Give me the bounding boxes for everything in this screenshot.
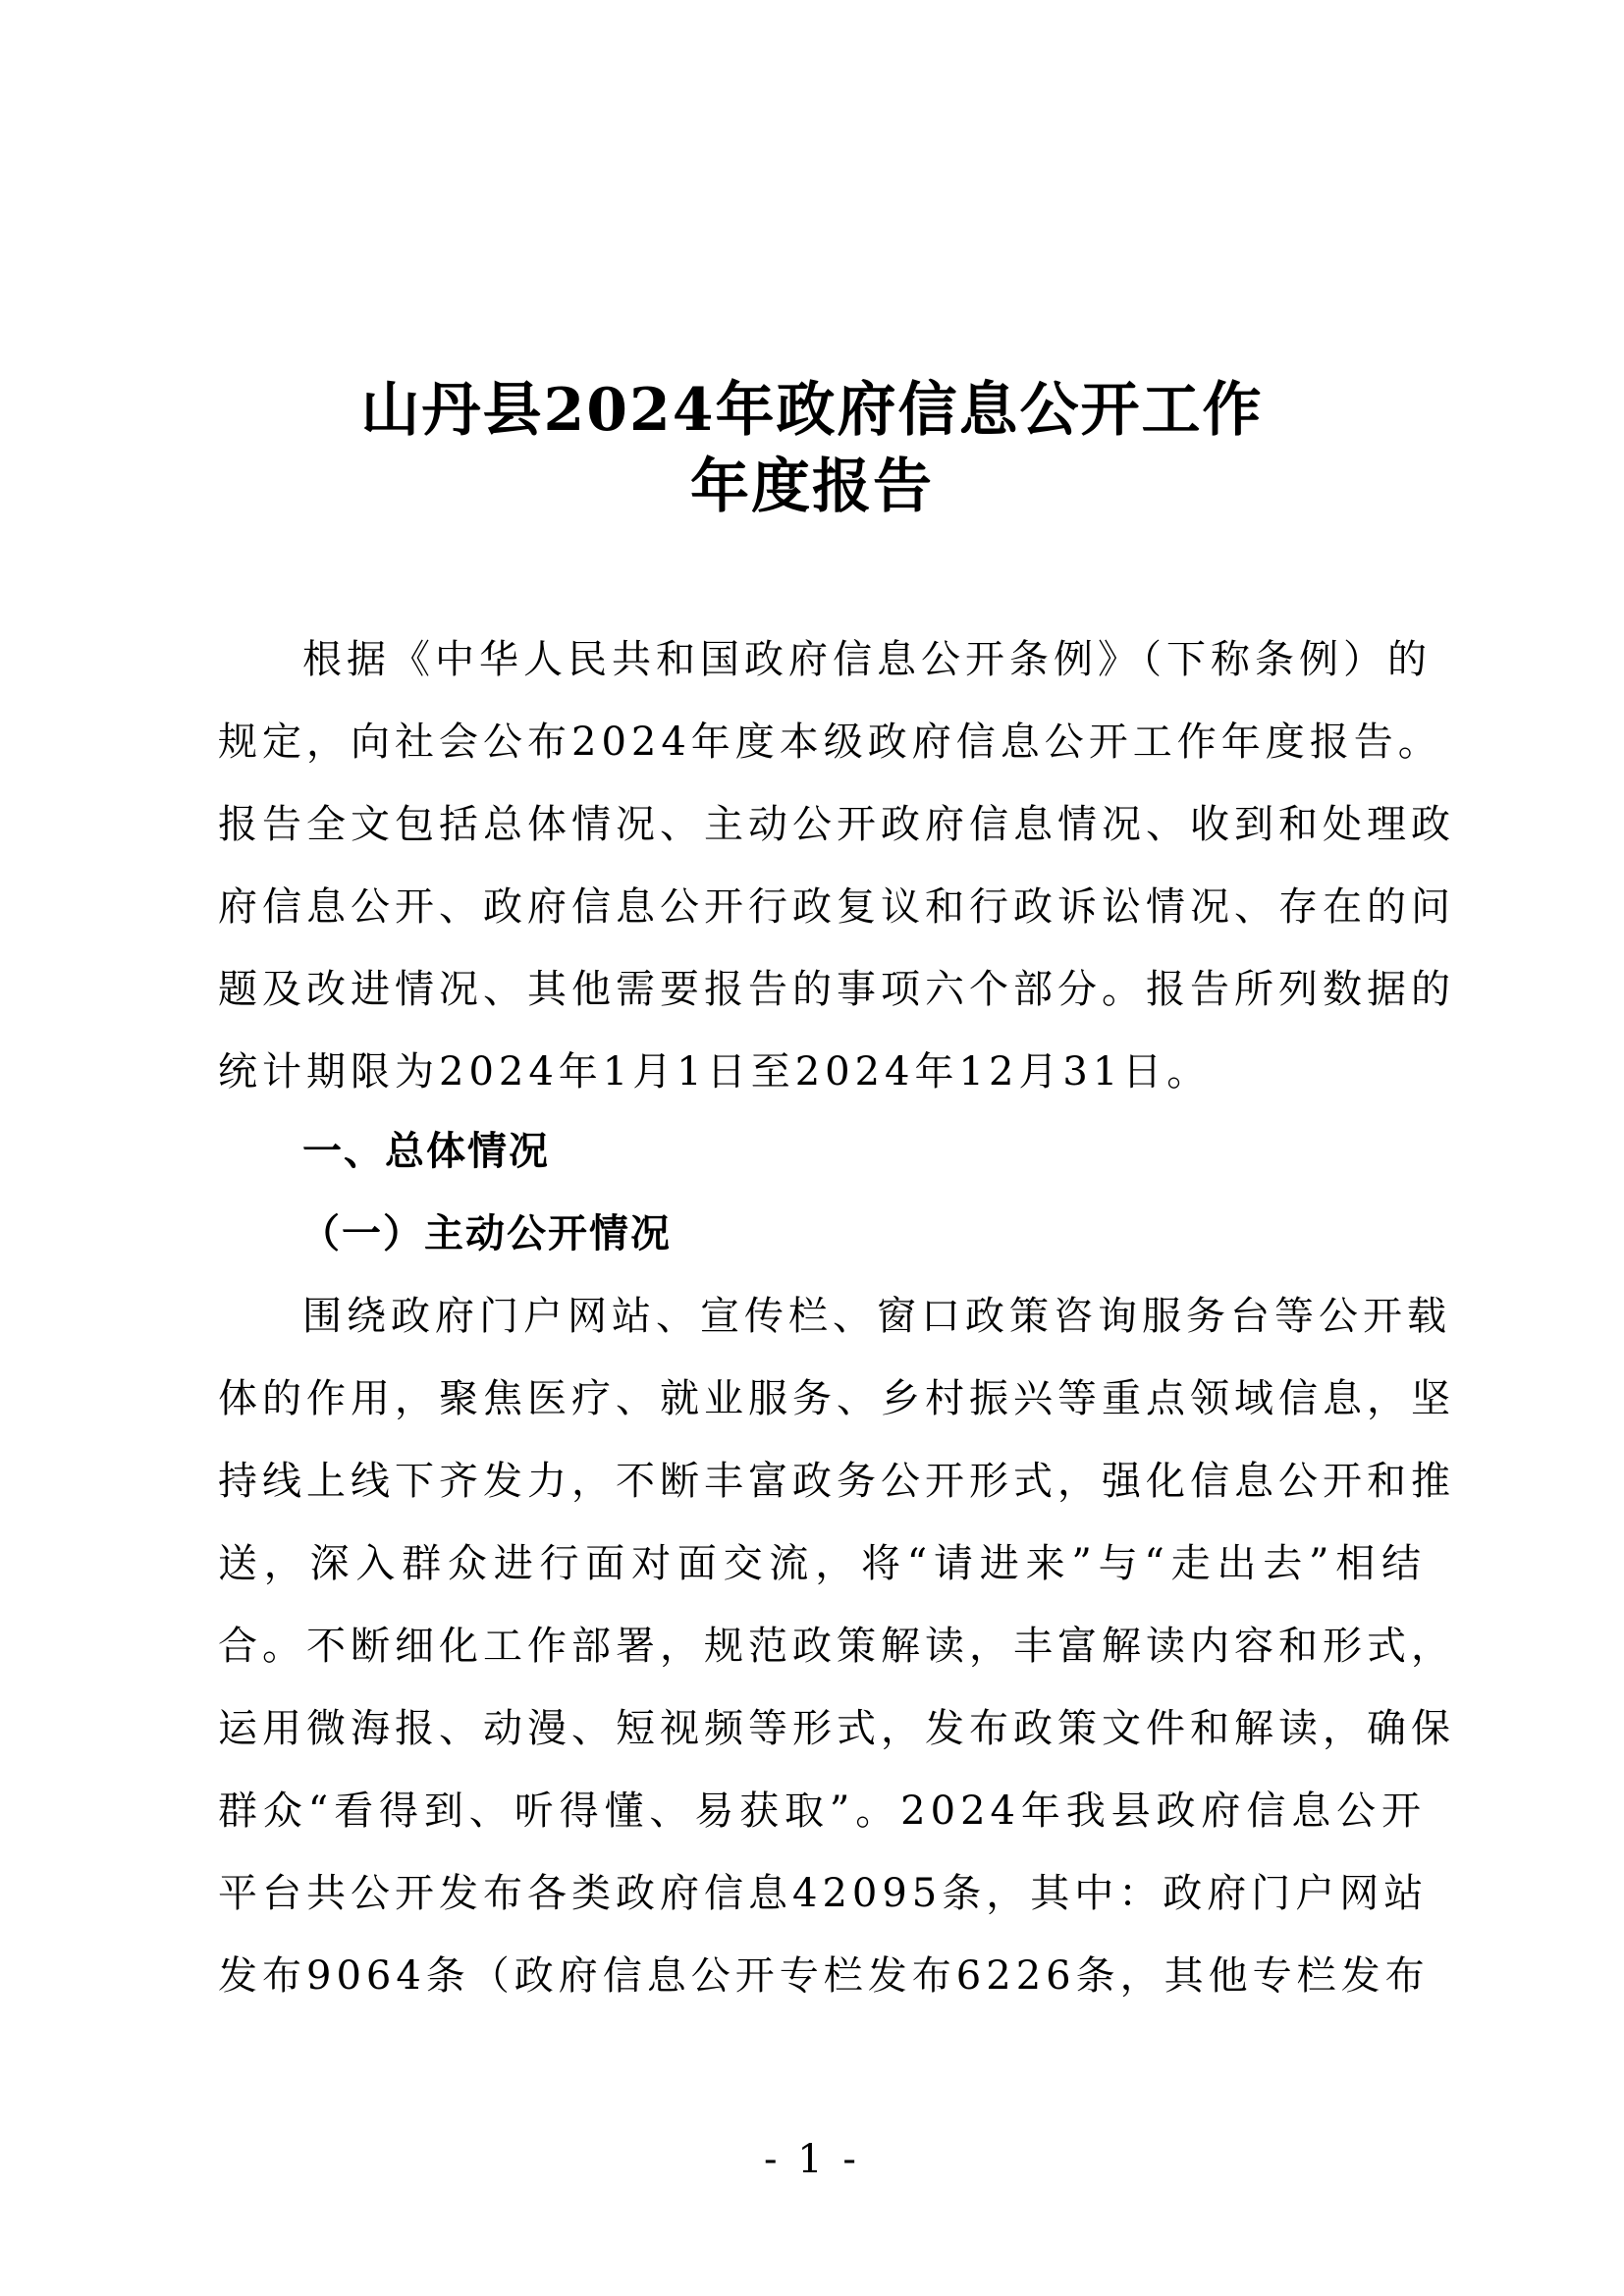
- page-number: - 1 -: [764, 2137, 860, 2182]
- intro-line: 统计期限为2024年1月1日至2024年12月31日。: [218, 1049, 1212, 1095]
- intro-line: 规定，向社会公布2024年度本级政府信息公开工作年度报告。: [218, 720, 1442, 765]
- body-line: 围绕政府门户网站、宣传栏、窗口政策咨询服务台等公开载: [302, 1294, 1451, 1339]
- body-line: 群众“看得到、听得懂、易获取”。2024年我县政府信息公开: [218, 1789, 1426, 1834]
- document-title-line-1: 山丹县2024年政府信息公开工作: [360, 376, 1264, 445]
- body-line: 送，深入群众进行面对面交流，将“请进来”与“走出去”相结: [218, 1541, 1426, 1586]
- body-line: 平台共公开发布各类政府信息42095条，其中：政府门户网站: [218, 1871, 1429, 1916]
- subsection-heading: （一）主动公开情况: [300, 1211, 672, 1256]
- intro-line: 根据《中华人民共和国政府信息公开条例》（下称条例）的: [302, 637, 1432, 682]
- body-paragraph: [218, 1275, 1455, 2017]
- body-line: 体的作用，聚焦医疗、就业服务、乡村振兴等重点领域信息，坚: [218, 1376, 1455, 1421]
- intro-line: 题及改进情况、其他需要报告的事项六个部分。报告所列数据的: [218, 967, 1455, 1012]
- body-line: 合。不断细化工作部署，规范政策解读，丰富解读内容和形式，: [218, 1624, 1455, 1669]
- body-line: 持线上线下齐发力，不断丰富政务公开形式，强化信息公开和推: [218, 1459, 1455, 1504]
- body-line: 运用微海报、动漫、短视频等形式，发布政策文件和解读，确保: [218, 1706, 1455, 1751]
- intro-line: 报告全文包括总体情况、主动公开政府信息情况、收到和处理政: [218, 802, 1455, 847]
- section-heading: 一、总体情况: [302, 1129, 550, 1174]
- body-line: 发布9064条（政府信息公开专栏发布6226条，其他专栏发布: [218, 1953, 1430, 1999]
- intro-paragraph: [218, 618, 1455, 1113]
- document-title-line-2: 年度报告: [690, 453, 934, 521]
- intro-line: 府信息公开、政府信息公开行政复议和行政诉讼情况、存在的问: [218, 884, 1455, 930]
